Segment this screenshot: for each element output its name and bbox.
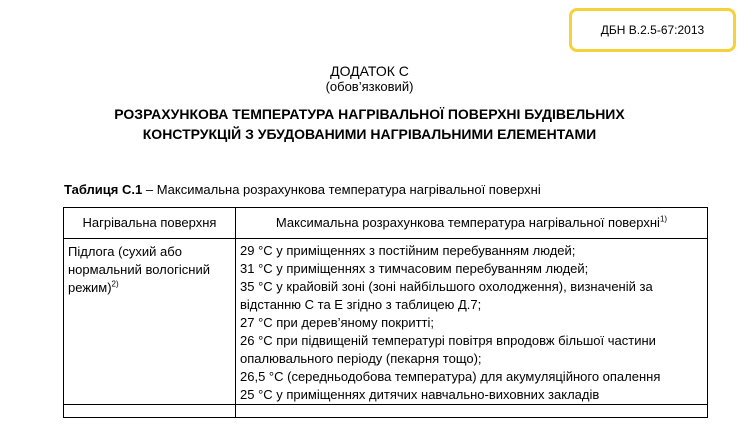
section-heading-line-2: КОНСТРУКЦІЙ З УБУДОВАНИМИ НАГРІВАЛЬНИМИ ЕЛЕМЕНТАМИ bbox=[142, 126, 597, 142]
footnote-marker-2: 2) bbox=[111, 279, 119, 289]
table-row bbox=[64, 239, 708, 405]
table-caption-text: – Максимальна розрахункова температура нагрівальної поверхні bbox=[142, 182, 541, 197]
temperature-line: 35 °С у крайовій зоні (зоні найбільшого охолодження), визначеній за bbox=[240, 279, 653, 294]
temperature-line: 27 °С при дерев’яному покритті; bbox=[240, 315, 434, 330]
temperature-line: 26,5 °С (середньодобова температура) для акумуляційного опалення bbox=[240, 369, 661, 384]
footnote-marker-1: 1) bbox=[659, 214, 668, 224]
temperature-table bbox=[63, 207, 708, 418]
temperature-line: 29 °С у приміщеннях з постійним перебуванням людей; bbox=[240, 243, 576, 258]
section-heading-line-1: РОЗРАХУНКОВА ТЕМПЕРАТУРА НАГРІВАЛЬНОЇ ПОВЕРХНІ БУДІВЕЛЬНИХ bbox=[114, 106, 625, 122]
surface-line: Підлога (сухий або bbox=[68, 244, 182, 259]
surface-line: режим)$^{2)}$ bbox=[68, 279, 119, 295]
temperature-cell-empty bbox=[236, 405, 708, 418]
table-row-partial bbox=[64, 405, 708, 418]
section-heading bbox=[0, 104, 739, 144]
surface-cell-empty bbox=[64, 405, 236, 418]
column-header-temperature-text: Максимальна розрахункова температура нагрівальної поверхні bbox=[275, 215, 660, 230]
document-code-badge bbox=[569, 8, 736, 52]
temperature-line: 26 °С при підвищеній температурі повітря впродовж більшої частини bbox=[240, 333, 656, 348]
temperature-line: 25 °С у приміщеннях дитячих навчально-виховних закладів bbox=[240, 387, 600, 402]
surface-cell bbox=[64, 239, 236, 405]
surface-line: нормальний вологісний bbox=[68, 262, 210, 277]
appendix-subtitle: (обов’язковий) bbox=[325, 79, 414, 94]
table-header-row bbox=[64, 208, 708, 239]
column-header-surface: Нагрівальна поверхня bbox=[64, 208, 236, 239]
column-header-temperature bbox=[236, 208, 708, 239]
table-caption bbox=[64, 182, 541, 198]
document-code: ДБН В.2.5-67:2013 bbox=[600, 23, 705, 37]
temperature-line: відстанню С та Е згідно з таблицею Д.7; bbox=[240, 297, 482, 312]
temperature-line: 31 °С у приміщеннях з тимчасовим перебуванням людей; bbox=[240, 261, 589, 276]
appendix-title: ДОДАТОК С bbox=[330, 63, 409, 79]
temperature-line: опалювального періоду (пекарня тощо); bbox=[240, 351, 482, 366]
temperature-cell bbox=[236, 239, 708, 405]
table-caption-label: Таблиця С.1 bbox=[64, 182, 143, 197]
